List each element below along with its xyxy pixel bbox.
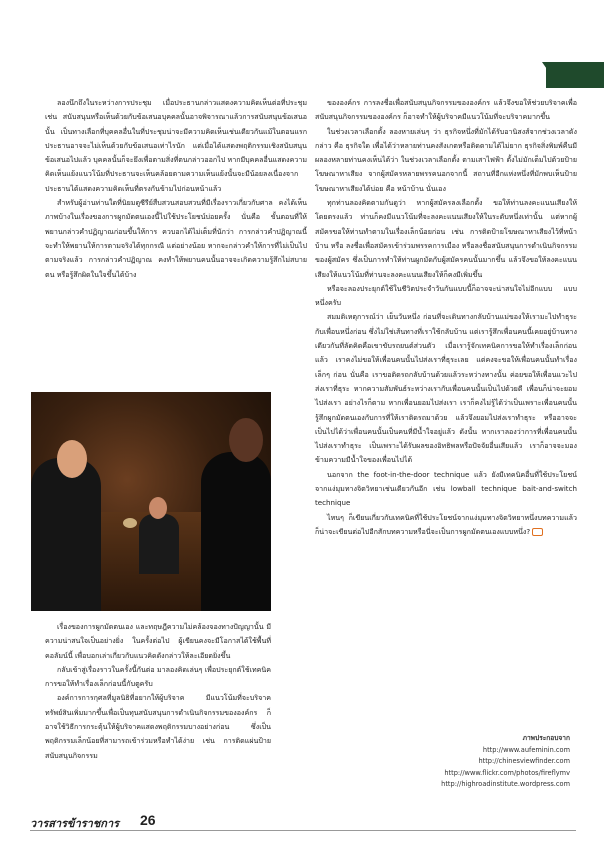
right-column — [315, 96, 577, 539]
paragraph: สมมติเหตุการณ์ว่า เย็นวันหนึ่ง ก่อนที่จะเดินทางกลับบ้านแม่ของให้เรามะไปทำธุระกับเพื่อนหนึ่งก่อน ซึ่งไม่ใช่เส้นทางที่เราใช้กลับบ้าน แต่เรารู้สึกเพื่อนคนนี้เคยอยู่บ้านทางเดียวกันที่ลัดคิดคือเขาขับรถยนต์ส่วนตัว เมื่อเรารู้จักเทคนิคการขอให้ทำเรื่องเล็กก่อนแล้ว เราคงไม่ขอให้เพื่อนคนนั้นไปส่งเราที่ธุระเลย แต่คงจะขอให้เพื่อนคนนั้นทำเรื่องเล็กๆ ก่อน นั่นคือ เราขอติดรถกลับบ้านด้วยแล้วระหว่างทางนั้น ค่อยขอให้เพื่อนแวะไปส่งเราที่ธุระ หากความสัมพันธ์ระหว่างเรากับเพื่อนคนนั้นเป็นไปด้วยดี เพื่อนก็น่าจะยอมไปส่งเรา อย่างไรก็ตาม หากเพื่อนยอมไปส่งเรา เราก็คงไม่รู้ได้ว่าเป็นเพราะเพื่อนคนนั้นรู้สึกผูกมัดตนเองกับการที่ให้เราติดรถมาด้วย แล้วจึงยอมไปส่งเราทำธุระ หรืออาจจะเป็นไปได้ว่าเพื่อนคนนั้นเป็นคนที่มีน้ำใจอยู่แล้ว ดังนั้น หากเราลองว่าการที่เพื่อนคนนั้นไปส่งเราทำธุระ เป็นเพราะได้รับผลของอิทธิพลหรือปัจจัยอื่นเสียแล้ว เราก็อาจจะมองข้ามความมีน้ำใจของเพื่อนไปได้ — [315, 312, 577, 465]
paragraph: กลับเข้าสู่เรื่องราวในครั้งนี้กันต่อ มาลองคิดเล่นๆ เพื่อประยุกต์ใช้เทคนิคการขอให้ทำเรื่องเล็กก่อนนี้กับตูครับ — [45, 664, 271, 689]
page-number: 26 — [140, 812, 156, 828]
image-credits — [360, 733, 570, 791]
left-column-lower — [45, 620, 271, 763]
paragraph: องค์การการกุศลที่มูลนิธิที่อยากให้ผู้บริจาค มีแนวโน้มที่จะบริจาคทรัพย์สินเพิ่มมากขึ้นเพื่อเป็นทุนสนับสนุนการดำเนินกิจกรรมขององค์กร ก็อาจใช้วิธีการกระตุ้นให้ผู้บริจาคแสดงพฤติกรรมบางอย่างก่อน ซึ่งเป็นพฤติกรรมเล็กน้อยที่สามารถเข้าร่วมหรือทำได้ง่าย เช่น การติดแผ่นป้ายสนับสนุนกิจกรรม — [45, 693, 271, 760]
credit-link[interactable]: http://www.flickr.com/photos/fireflymv — [444, 768, 570, 777]
paragraph: นอกจาก the foot-in-the-door technique แล้ว ยังมีเทคนิคอื่นที่ใช้ประโยชน์จากแง่มุมทางจิตวิทยาเช่นเดียวกันอีก เช่น lowball technique bait-and-switch technique — [315, 469, 577, 508]
magazine-name: วารสารข้าราชการ — [30, 817, 120, 830]
paragraph: ขององค์กร การลงชื่อเพื่อสนับสนุนกิจกรรมขององค์กร แล้วจึงขอให้ช่วยบริจาคเพื่อสนับสนุนกิจกรรมขององค์กร ก็อาจทำให้ผู้บริจาคมีแนวโน้มที่จะบริจาคมากขึ้น — [315, 98, 577, 122]
left-column — [45, 96, 307, 282]
header-accent-band — [546, 62, 604, 88]
paragraph-final-text: ไหนๆ ก็เขียนเกี่ยวกับเทคนิคที่ใช้ประโยชน์จากแง่มุมทางจิตวิทยาหนึ่งบทความแล้ว ก็น่าจะเขียนต่อไปอีกสักบทความหรือนี่จะเป็นการผูกมัดตนเองแบบหนึ่ง? — [315, 512, 577, 536]
paragraph: ทุกท่านลองคิดตามกันดูว่า หากผู้สมัครลงเลือกตั้ง ขอให้ท่านลงคะแนนเสียงให้โดยตรงแล้ว ท่านก็คงมีแนวโน้มที่จะลงคะแนนเสียงให้ในระดับหนึ่งเท่านั้น แต่หากผู้สมัครขอให้ท่านทำตามในเรื่องเล็กน้อยก่อน เช่น การติดป้ายโฆษณาหาเสียงไว้ที่หน้าบ้าน หรือ ลงชื่อเพื่อสมัครเข้าร่วมพรรคการเมือง หรือลงชื่อสนับสนุนการดำเนินกิจกรรมของผู้สมัคร ซึ่งเป็นการทำให้ท่านผูกมัดกับผู้สมัครคนนั้นมากขึ้น แล้วจึงขอให้ลงคะแนนเสียงให้แนวโน้มที่ท่านจะลงคะแนนเสียงให้ก็คงมีเพิ่มขึ้น — [315, 198, 577, 279]
credit-link[interactable]: http://www.aufeminin.com — [482, 745, 570, 754]
end-of-article-icon — [532, 528, 543, 536]
paragraph: เรื่องของการผูกมัดตนเอง และทฤษฎีความไม่คล้องจองทางปัญญานั้น มีความน่าสนใจเป็นอย่างยิ่ง ในครั้งต่อไป ผู้เขียนคงจะมีโอกาสได้ใช้พื้นที่คอลัมน์นี้ เพื่อบอกเล่าเกี่ยวกับแนวคิดดังกล่าวให้ละเอียดยิ่งขึ้น — [45, 622, 271, 660]
paragraph: ในช่วงเวลาเลือกตั้ง ลองหายเล่นๆ ว่า ธุรกิจหนึ่งที่มักได้รับอานิสงส์จากช่วงเวลาดังกล่าว คือ ธุรกิจใด เพื่อได้ว่าหลายท่านคงสังเกตหรือติดตามได้ไม่ยาก ธุรกิจสิ่งพิมพ์คืนมีผลองหลายท่านคงเห็นได้ว่า ในช่วงเวลาเลือกตั้ง ตามเสาไฟฟ้า ตั้งไม่มักเต็มไปด้วยป้ายโฆษณาหาเสียง จากผู้สมัครหลายพรรคนอกจากนี้ สถานที่อีกแห่งหนึ่งที่มักพบเห็นป้ายโฆษณาหาเสียงได้บ่อย คือ หน้าบ้าน นั่นเอง — [315, 126, 577, 193]
paragraph-final — [315, 511, 577, 540]
paragraph: สำหรับผู้อ่านท่านใดที่นิยมดูซีรีย์สืบสวนสอบสวนที่มีเรื่องราวเกี่ยวกับศาล คงได้เห็นภาพบ้างในเรื่องของการผูกมัดตนเองนี้ไปใช้ประโยชน์บ่อยครั้ง นั่นคือ ขั้นตอนที่ให้พยานกล่าวคำปฏิญาณก่อนขึ้นให้การ ควบอกได้ไม่เต็มที่นักว่า การกล่าวคำปฏิญาณนี้จะทำให้พยานให้การตามจริงได้ทุกกรณี แต่อย่างน้อย หากจะกล่าวคำให้การที่ไม่เป็นไปตามจริงแล้ว การกล่าวคำปฏิญาณ คงทำให้พยานคนนั้นอาจจะเกิดความรู้สึกไม่สบายตน หรือรู้สึกผิดในใจขึ้นได้บ้าง — [45, 198, 307, 279]
credit-link[interactable]: http://chinesviewfinder.com — [478, 757, 570, 765]
footer-rule — [30, 830, 576, 831]
credit-link[interactable]: http://highroadinstitute.wordpress.com — [441, 780, 570, 788]
credits-heading: ภาพประกอบจาก — [522, 734, 570, 742]
paragraph: ลองนึกถึงในระหว่างการประชุม เมื่อประธานกล่าวแสดงความคิดเห็นต่อที่ประชุม เช่น สนับสนุนหรือเห็นด้วยกับข้อเสนอบุคคลนั้นอาจพิจารณาแล้วการสนับสนุนข้อเสนอนั้น เป็นทางเลือกที่บุคคลอื่นในที่ประชุมน่าจะมีความคิดเห็นเช่นเดียวกันแม้ในตอนแรกประธานอาจจะไม่เห็นด้วยกับข้อเสนอเท่าไรนัก แต่เมื่อได้แสดงพฤติกรรมเชิงสนับสนุนข้อเสนอไปแล้ว บุคคลนั้นก็จะยึงเพื่อตามสิ่งที่ตนกล่าวออกไป หากมีบุคคลอื่นแสดงความคิดเห็นแย้งแนวโน้มที่ประธานจะเห็นคล้อยตามความเห็นแย้งนั้นจะมีน้อยลงเนื่องจากประธานได้แสดงความคิดเห็นที่ตรงกันข้ามไปก่อนหน้าแล้ว — [45, 98, 307, 193]
courtroom-oath-photo — [31, 392, 271, 611]
paragraph: หรือจะลองประยุกต์ใช้ในชีวิตประจำวันกันแบบนี้ก็อาจจะน่าสนใจไม่อีกแบบ แบบหนึ่งครับ — [315, 283, 577, 308]
